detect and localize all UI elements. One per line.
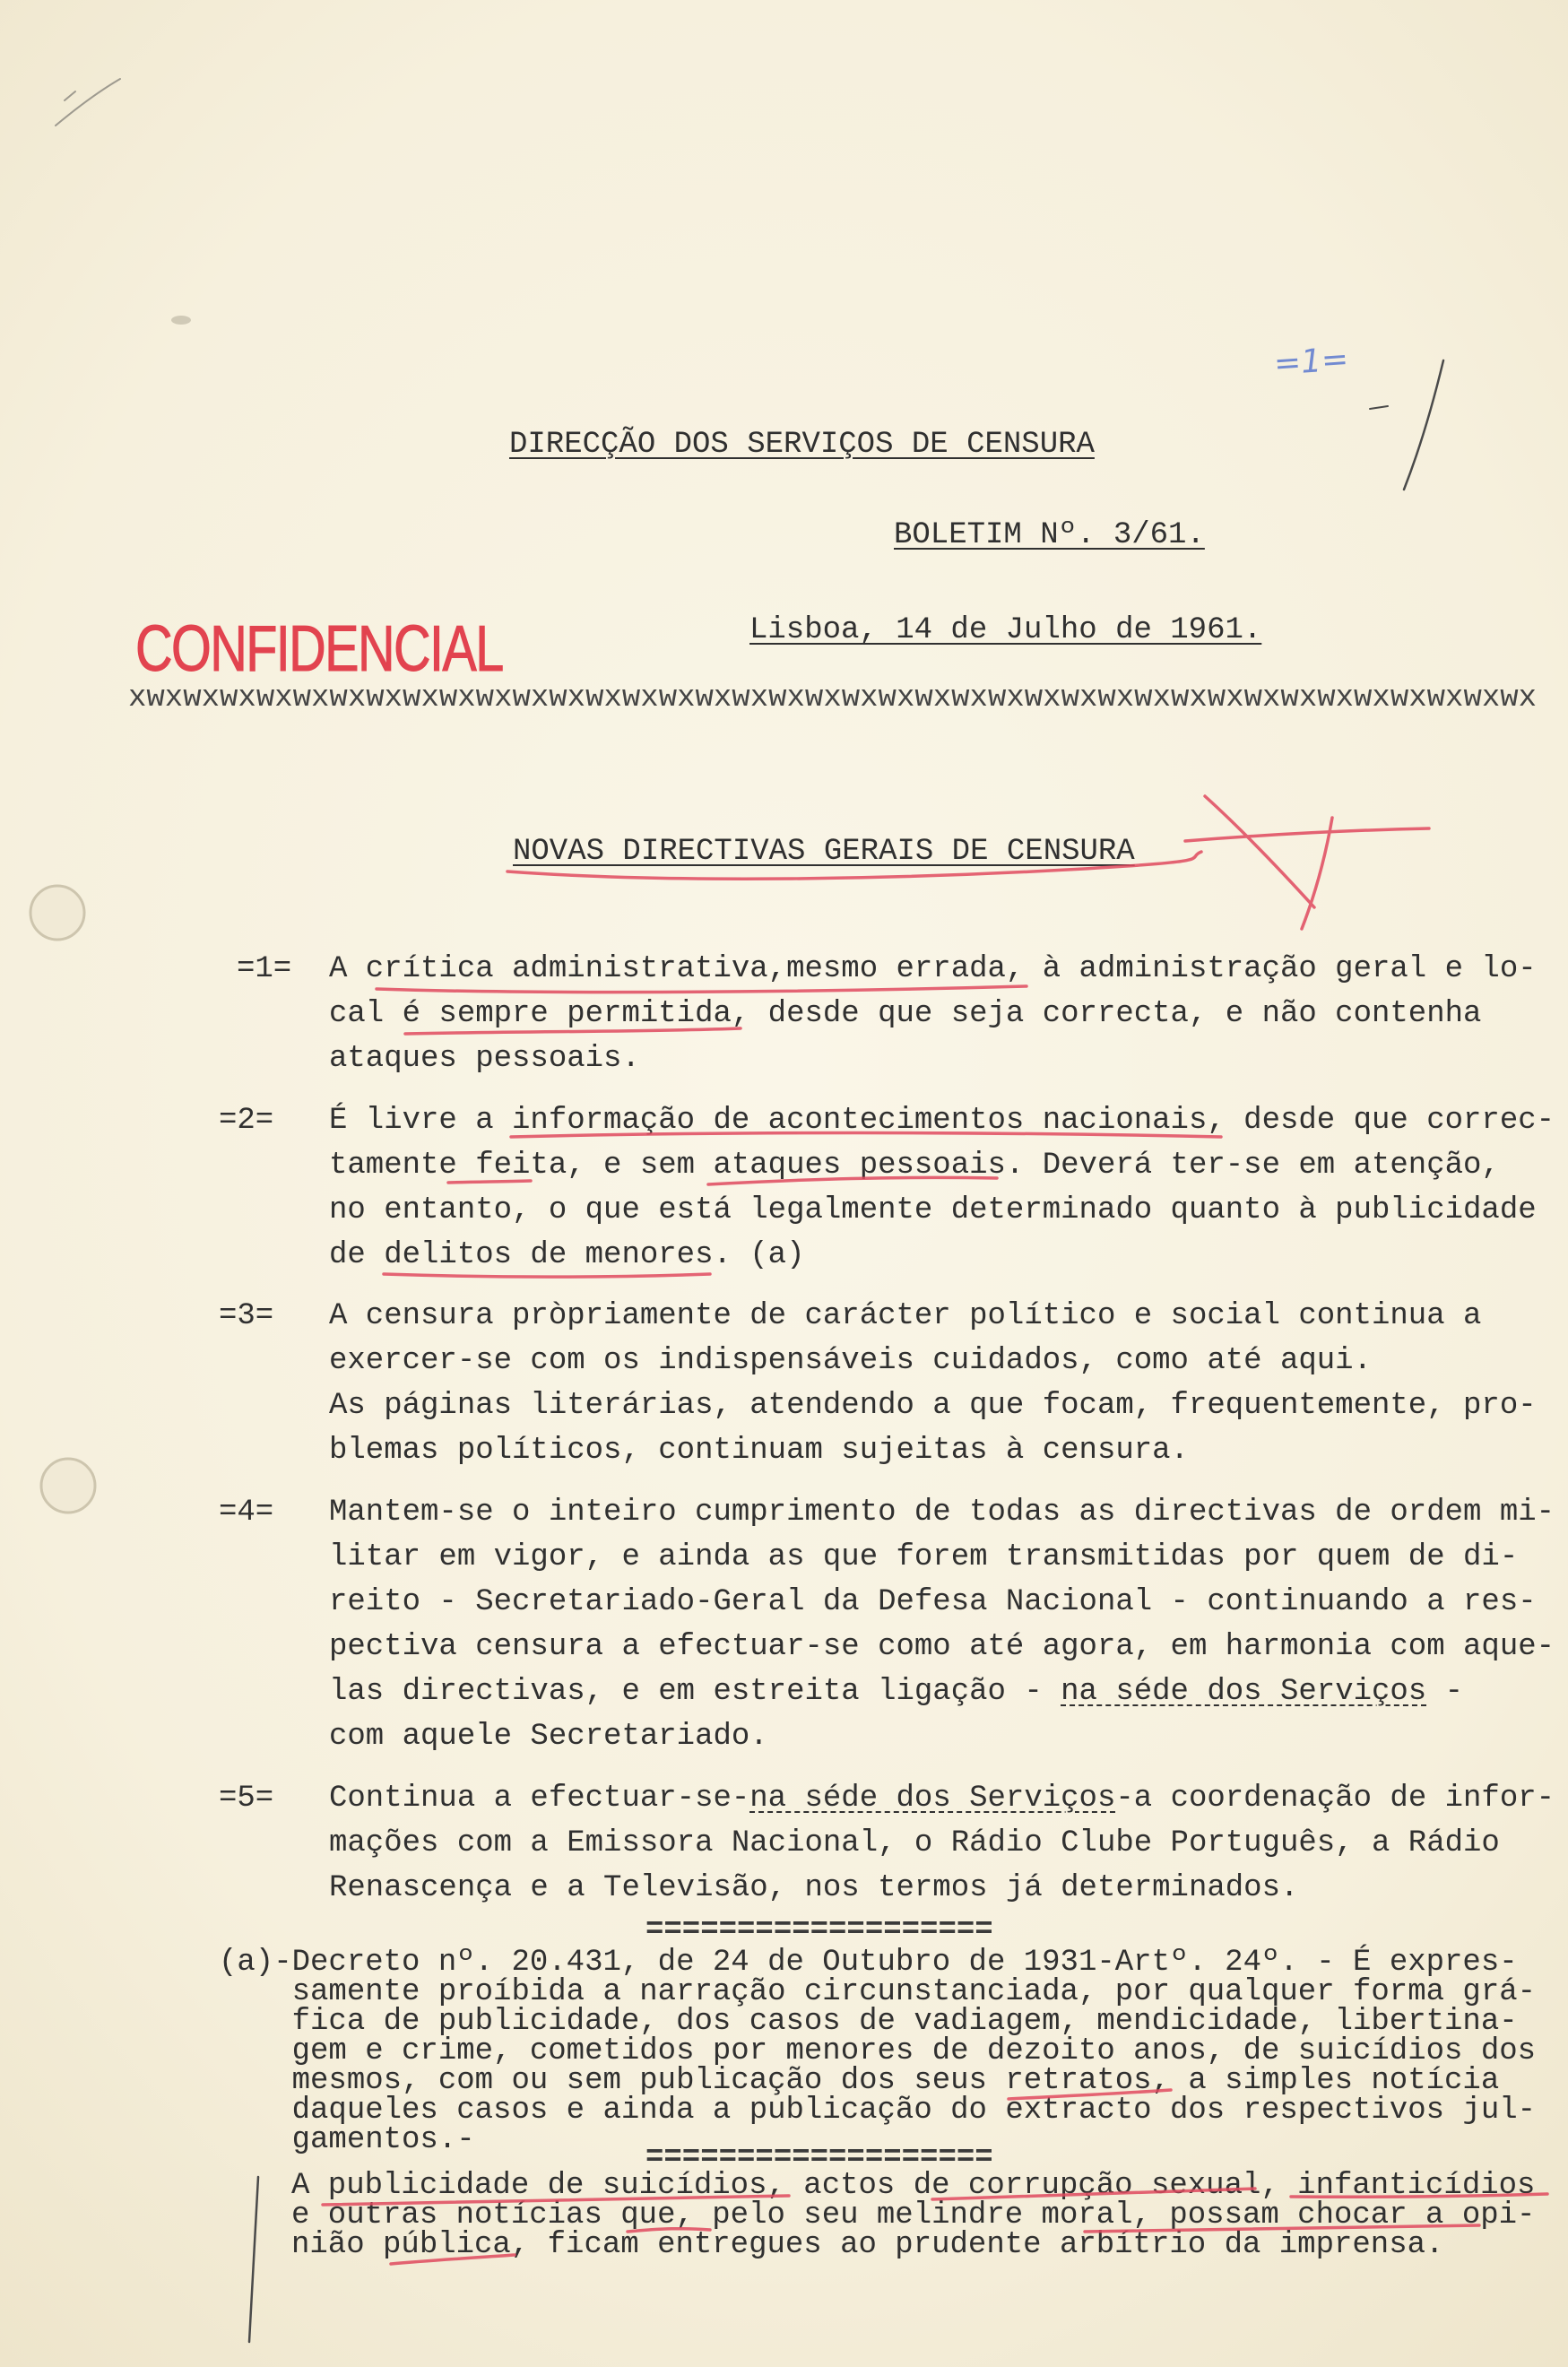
- handwritten-page-number: =1=: [1272, 341, 1350, 383]
- text-line: ataques pessoais.: [329, 1042, 640, 1076]
- red-check-vertical: [1302, 818, 1332, 929]
- text-line: [329, 1776, 1555, 1821]
- text-line: A crítica administrativa,mesmo errada, à administração geral e lo-: [329, 952, 1537, 986]
- text-line: É livre a informação de acontecimentos nacionais, desde que correc-: [329, 1104, 1555, 1138]
- text-line: litar em vigor, e ainda as que forem transmitidas por quem de di-: [329, 1540, 1519, 1574]
- text-line: nião pública, ficam entregues ao prudente arbítrio da imprensa.: [291, 2228, 1444, 2262]
- text-line: samente proíbida a narração circunstanciada, por qualquer forma grá-: [291, 1975, 1537, 2009]
- directive-1-number: =1=: [237, 952, 292, 986]
- department-heading: DIRECÇÃO DOS SERVIÇOS DE CENSURA: [509, 428, 1095, 462]
- closing-paragraph: [291, 2169, 1536, 2262]
- text-line: As páginas literárias, atendendo a que focam, frequentemente, pro-: [329, 1389, 1537, 1423]
- underlined-phrase: na séde dos Serviços: [749, 1782, 1116, 1816]
- text-line: tamente feita, e sem ataques pessoais. Deverá ter-se em atenção,: [329, 1149, 1500, 1183]
- text-line: pectiva censura a efectuar-se como até agora, em harmonia com aque-: [329, 1630, 1555, 1664]
- text-line: [329, 1669, 1555, 1714]
- text-line: A publicidade de suicídios, actos de corrupção sexual, infanticídios: [291, 2169, 1536, 2203]
- directive-1: [329, 947, 1537, 1081]
- footnote-a: [219, 1948, 1536, 2155]
- text-line: A censura pròpriamente de carácter político e social continua a: [329, 1299, 1482, 1333]
- typed-separator-line: xwxwxwxwxwxwxwxwxwxwxwxwxwxwxwxwxwxwxwxwxwxwxwxwxwxwxwxwxwxwxwxwxwxwxwxwxwxwx: [128, 681, 1538, 715]
- section-separator: ===================: [645, 2141, 993, 2175]
- text-line: reito - Secretariado-Geral da Defesa Nacional - continuando a res-: [329, 1585, 1537, 1619]
- document-title: NOVAS DIRECTIVAS GERAIS DE CENSURA: [513, 835, 1135, 869]
- directive-5-number: =5=: [219, 1782, 274, 1816]
- pen-tick-top-right: [1370, 406, 1388, 409]
- text-line: (a)-Decreto nº. 20.431, de 24 de Outubro de 1931-Artº. 24º. - É expres-: [219, 1946, 1518, 1980]
- ink-smudge: [171, 316, 191, 325]
- directive-3-number: =3=: [219, 1299, 274, 1333]
- text-line: exercer-se com os indispensáveis cuidados, como até aqui.: [329, 1344, 1372, 1378]
- document-date: Lisboa, 14 de Julho de 1961.: [749, 613, 1262, 647]
- text-line: mações com a Emissora Nacional, o Rádio Clube Português, a Rádio: [329, 1826, 1500, 1860]
- text-line: Mantem-se o inteiro cumprimento de todas as directivas de ordem mi-: [329, 1496, 1555, 1530]
- bulletin-number: BOLETIM Nº. 3/61.: [894, 518, 1205, 552]
- punch-hole-upper: [30, 886, 84, 940]
- pen-stroke-top-right: [1404, 360, 1443, 490]
- directive-4-number: =4=: [219, 1496, 274, 1530]
- directive-4: [329, 1490, 1555, 1759]
- underlined-phrase: na séde dos Serviços: [1061, 1675, 1427, 1709]
- text-line: blemas políticos, continuam sujeitas à censura.: [329, 1434, 1189, 1468]
- text-line: fica de publicidade, dos casos de vadiagem, mendicidade, libertina-: [291, 2005, 1518, 2039]
- red-check-diagonal: [1205, 796, 1314, 907]
- text-line: Renascença e a Televisão, nos termos já determinados.: [329, 1871, 1299, 1905]
- punch-hole-lower: [41, 1459, 95, 1513]
- confidential-stamp: CONFIDENCIAL: [135, 613, 503, 685]
- directive-2-number: =2=: [219, 1104, 274, 1138]
- text-segment: -a coordenação de infor-: [1115, 1782, 1555, 1816]
- text-line: e outras notícias que, pelo seu melindre moral, possam chocar a opi-: [291, 2198, 1536, 2233]
- margin-line-closing: [249, 2177, 258, 2342]
- text-line: daqueles casos e ainda a publicação do extracto dos respectivos jul-: [291, 2094, 1537, 2128]
- section-separator: ===================: [645, 1913, 993, 1947]
- punch-holes: [30, 886, 95, 1513]
- pencil-stroke-top-left: [56, 79, 120, 126]
- text-line: cal é sempre permitida, desde que seja correcta, e não contenha: [329, 997, 1482, 1031]
- text-segment: las directivas, e em estreita ligação -: [329, 1675, 1061, 1709]
- text-line: de delitos de menores. (a): [329, 1238, 805, 1272]
- text-line: com aquele Secretariado.: [329, 1720, 768, 1754]
- text-line: gamentos.-: [291, 2123, 475, 2157]
- text-segment: -: [1426, 1675, 1464, 1709]
- directive-2: [329, 1098, 1555, 1278]
- text-line: no entanto, o que está legalmente determinado quanto à publicidade: [329, 1193, 1537, 1227]
- directive-3: [329, 1294, 1537, 1473]
- text-line: mesmos, com ou sem publicação dos seus retratos, a simples notícia: [291, 2064, 1500, 2098]
- pencil-tick-top-left: [65, 91, 75, 100]
- directive-5: [329, 1776, 1555, 1911]
- red-check-horizontal: [1185, 828, 1429, 841]
- text-line: gem e crime, cometidos por menores de dezoito anos, de suicídios dos: [291, 2034, 1537, 2068]
- text-segment: Continua a efectuar-se-: [329, 1782, 750, 1816]
